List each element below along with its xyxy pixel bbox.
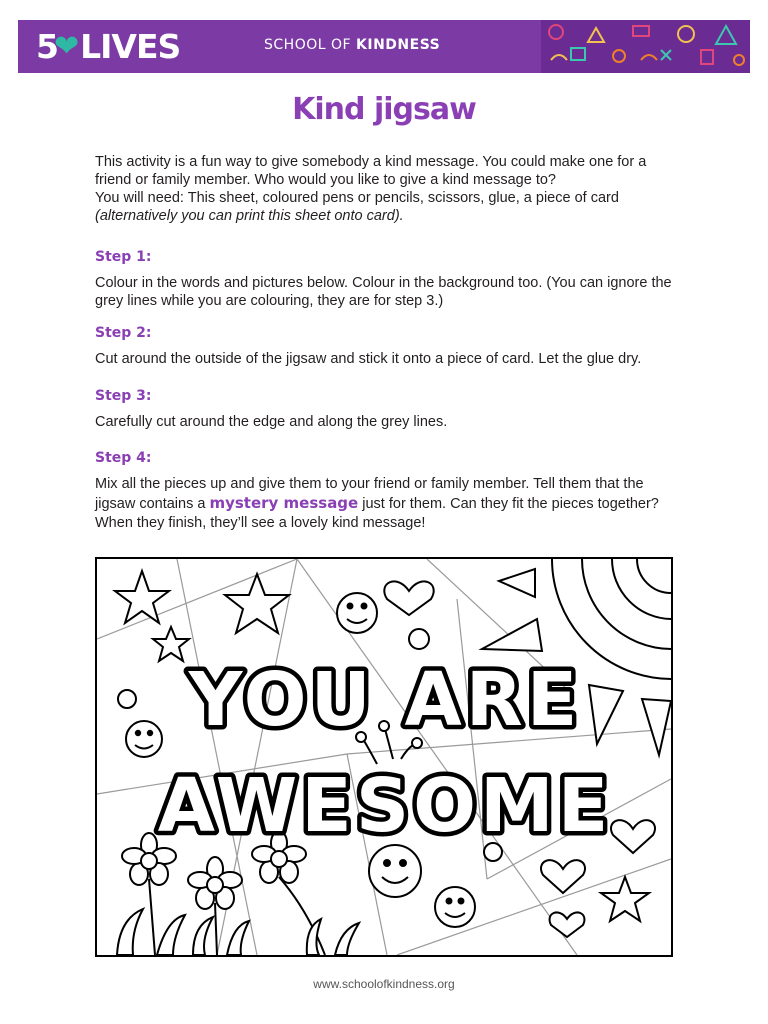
- awesome-text: AWESOME: [157, 763, 613, 849]
- step1-label: Step 1:: [95, 249, 152, 265]
- heart-logo-icon: ❤: [53, 29, 79, 64]
- school-of-kindness-brand: [264, 37, 440, 53]
- step2-label: Step 2:: [95, 325, 152, 341]
- step3-label: Step 3:: [95, 388, 152, 404]
- brand-suffix: KINDNESS: [356, 37, 441, 53]
- bubble-message: [158, 657, 613, 849]
- step2-text: Cut around the outside of the jigsaw and stick it onto a piece of card. Let the glue dry.: [95, 351, 642, 367]
- page-title: Kind jigsaw: [292, 92, 476, 127]
- step4-label: Step 4:: [95, 450, 152, 466]
- step4-text-b: just for them. Can they fit the pieces together? When they finish, they’ll see a lovely kind message!: [95, 496, 659, 531]
- step4-text: [95, 475, 685, 533]
- 52lives-logo: [36, 27, 180, 67]
- logo-word: LIVES: [80, 27, 181, 66]
- header-pattern-image: [541, 20, 750, 73]
- mystery-message-highlight: mystery message: [209, 494, 359, 512]
- step1-text: Colour in the words and pictures below. Colour in the background too. (You can ignore the grey lines while you are colouring, they are for step 3.): [95, 275, 672, 309]
- step4-text-a: Mix all the pieces up and give them to your friend or family member. Tell them that the jigsaw contains a: [95, 476, 644, 512]
- jigsaw-colouring-area: [95, 557, 673, 957]
- intro-text: [95, 153, 685, 225]
- you-are-text: YOU ARE: [188, 657, 582, 743]
- intro-line2: You will need: This sheet, coloured pens or pencils, scissors, glue, a piece of card: [95, 190, 619, 206]
- intro-line1: This activity is a fun way to give somebody a kind message. You could make one for a friend or family member. Who would you like to give a kind message to?: [95, 154, 647, 188]
- footer-url[interactable]: www.schoolofkindness.org: [313, 977, 455, 991]
- step3-text: Carefully cut around the edge and along the grey lines.: [95, 414, 448, 430]
- intro-line3: (alternatively you can print this sheet onto card).: [95, 208, 404, 224]
- brand-prefix: SCHOOL OF: [264, 37, 357, 53]
- logo-number: 5: [36, 27, 58, 66]
